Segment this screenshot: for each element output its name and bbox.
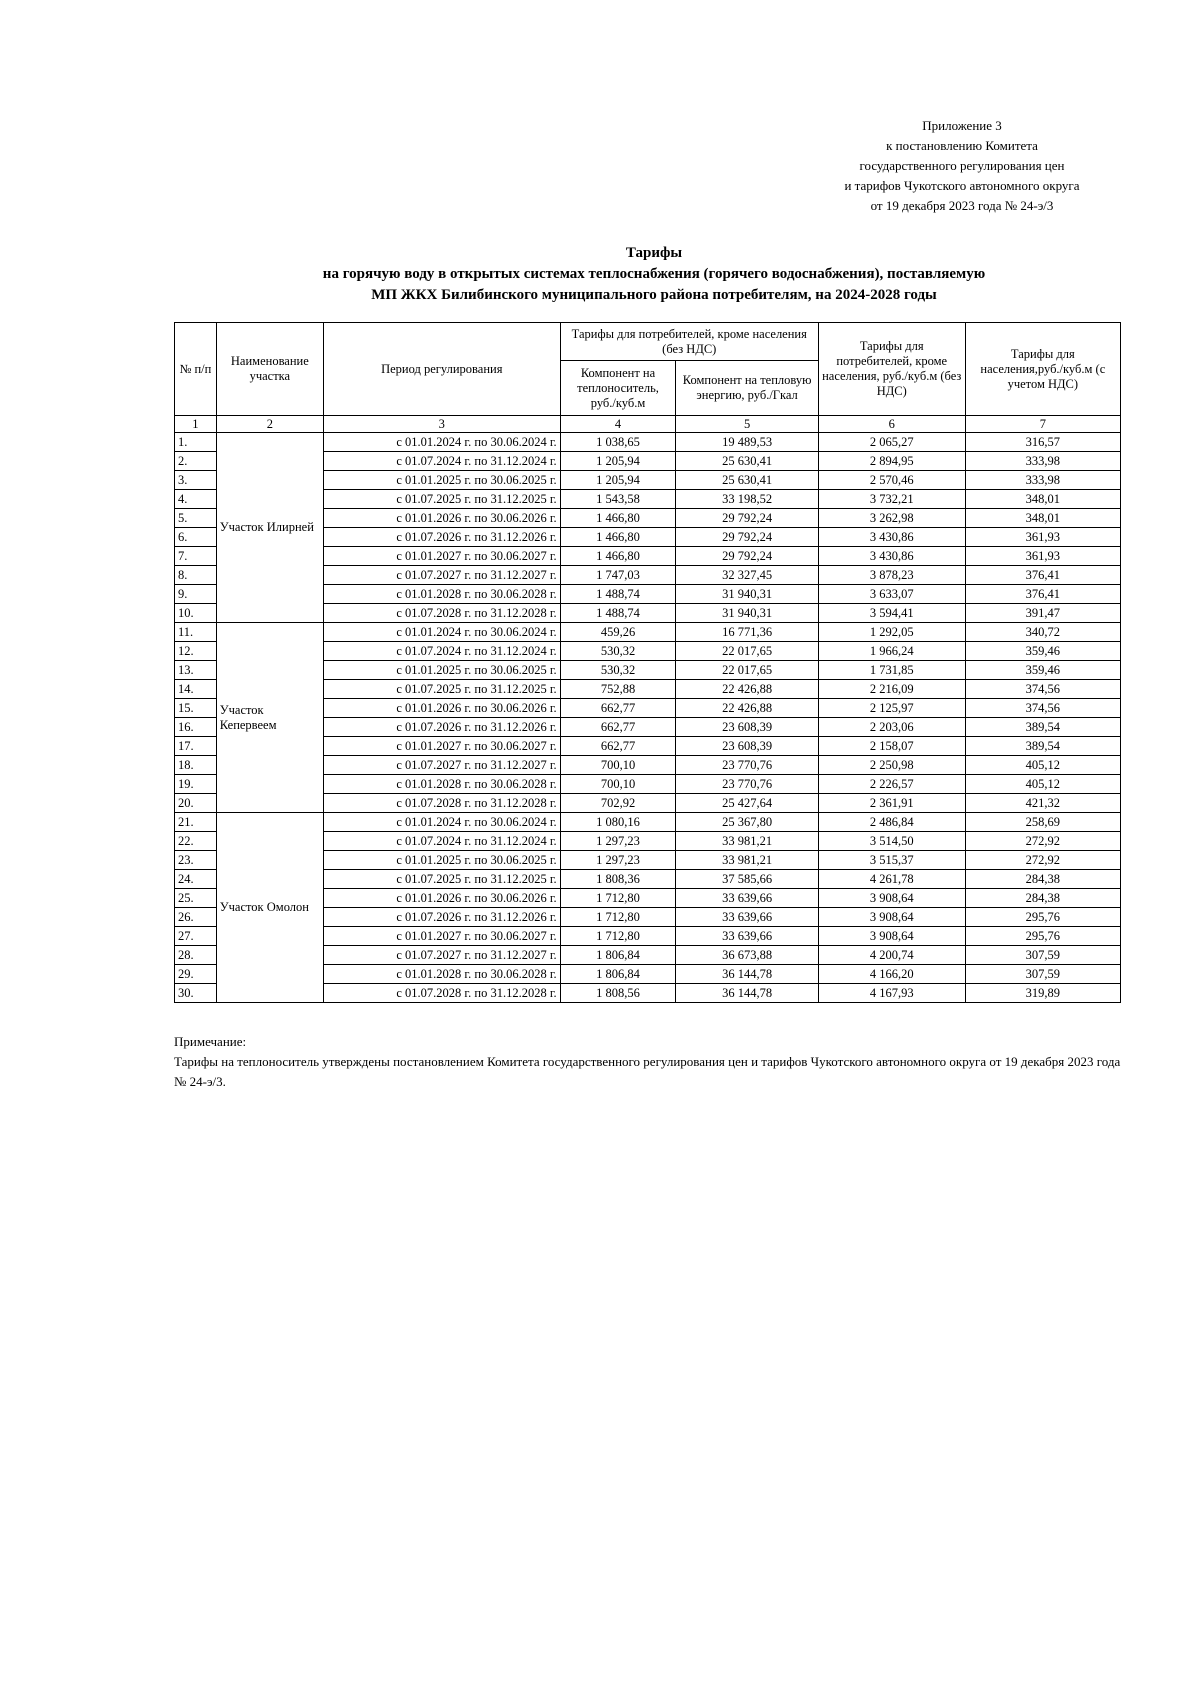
energy-cell: 23 770,76 — [676, 756, 818, 775]
nonpop-tariff-cell: 4 200,74 — [818, 946, 965, 965]
nonpop-tariff-cell: 4 167,93 — [818, 984, 965, 1003]
row-number: 18. — [175, 756, 217, 775]
coolant-cell: 530,32 — [560, 661, 676, 680]
row-number: 19. — [175, 775, 217, 794]
column-number: 1 — [175, 416, 217, 433]
row-number: 6. — [175, 528, 217, 547]
energy-cell: 29 792,24 — [676, 547, 818, 566]
pop-tariff-cell: 361,93 — [965, 547, 1120, 566]
column-number: 5 — [676, 416, 818, 433]
coolant-cell: 1 543,58 — [560, 490, 676, 509]
row-number: 16. — [175, 718, 217, 737]
coolant-cell: 662,77 — [560, 737, 676, 756]
pop-tariff-cell: 359,46 — [965, 642, 1120, 661]
nonpop-tariff-cell: 2 065,27 — [818, 433, 965, 452]
row-number: 15. — [175, 699, 217, 718]
nonpop-tariff-cell: 3 514,50 — [818, 832, 965, 851]
energy-cell: 22 017,65 — [676, 642, 818, 661]
row-number: 9. — [175, 585, 217, 604]
nonpop-tariff-cell: 3 430,86 — [818, 547, 965, 566]
pop-tariff-cell: 284,38 — [965, 889, 1120, 908]
header-coolant: Компонент на теплоноситель, руб./куб.м — [560, 361, 676, 416]
energy-cell: 36 144,78 — [676, 965, 818, 984]
period-cell: с 01.01.2024 г. по 30.06.2024 г. — [323, 813, 560, 832]
appendix-line: государственного регулирования цен — [859, 158, 1065, 173]
pop-tariff-cell: 284,38 — [965, 870, 1120, 889]
period-cell: с 01.01.2024 г. по 30.06.2024 г. — [323, 623, 560, 642]
period-cell: с 01.01.2028 г. по 30.06.2028 г. — [323, 775, 560, 794]
period-cell: с 01.07.2026 г. по 31.12.2026 г. — [323, 528, 560, 547]
title-line-1: Тарифы — [625, 245, 683, 261]
coolant-cell: 1 466,80 — [560, 547, 676, 566]
nonpop-tariff-cell: 1 292,05 — [818, 623, 965, 642]
coolant-cell: 1 038,65 — [560, 433, 676, 452]
coolant-cell: 1 466,80 — [560, 528, 676, 547]
period-cell: с 01.01.2025 г. по 30.06.2025 г. — [323, 851, 560, 870]
period-cell: с 01.07.2027 г. по 31.12.2027 г. — [323, 946, 560, 965]
title-line-2: на горячую воду в открытых системах теплоснабжения (горячего водоснабжения), поставляемую — [322, 266, 986, 282]
energy-cell: 25 630,41 — [676, 471, 818, 490]
coolant-cell: 1 806,84 — [560, 965, 676, 984]
pop-tariff-cell: 391,47 — [965, 604, 1120, 623]
tariff-table — [174, 322, 1121, 1003]
row-number: 28. — [175, 946, 217, 965]
energy-cell: 23 770,76 — [676, 775, 818, 794]
nonpop-tariff-cell: 3 633,07 — [818, 585, 965, 604]
nonpop-tariff-cell: 2 226,57 — [818, 775, 965, 794]
energy-cell: 19 489,53 — [676, 433, 818, 452]
pop-tariff-cell: 258,69 — [965, 813, 1120, 832]
column-number: 4 — [560, 416, 676, 433]
coolant-cell: 1 297,23 — [560, 832, 676, 851]
header-area: Наименование участка — [216, 323, 323, 416]
pop-tariff-cell: 374,56 — [965, 680, 1120, 699]
document-title — [174, 243, 1134, 306]
nonpop-tariff-cell: 2 361,91 — [818, 794, 965, 813]
energy-cell: 22 426,88 — [676, 680, 818, 699]
pop-tariff-cell: 340,72 — [965, 623, 1120, 642]
nonpop-tariff-cell: 2 216,09 — [818, 680, 965, 699]
period-cell: с 01.07.2026 г. по 31.12.2026 г. — [323, 718, 560, 737]
period-cell: с 01.07.2025 г. по 31.12.2025 г. — [323, 490, 560, 509]
energy-cell: 33 639,66 — [676, 908, 818, 927]
energy-cell: 23 608,39 — [676, 718, 818, 737]
coolant-cell: 1 488,74 — [560, 585, 676, 604]
energy-cell: 32 327,45 — [676, 566, 818, 585]
appendix-header — [806, 116, 1118, 216]
row-number: 27. — [175, 927, 217, 946]
period-cell: с 01.07.2027 г. по 31.12.2027 г. — [323, 566, 560, 585]
energy-cell: 23 608,39 — [676, 737, 818, 756]
coolant-cell: 752,88 — [560, 680, 676, 699]
row-number: 2. — [175, 452, 217, 471]
period-cell: с 01.01.2026 г. по 30.06.2026 г. — [323, 509, 560, 528]
energy-cell: 33 198,52 — [676, 490, 818, 509]
area-cell: Участок Илирней — [216, 433, 323, 623]
coolant-cell: 1 747,03 — [560, 566, 676, 585]
row-number: 12. — [175, 642, 217, 661]
header-energy: Компонент на тепловую энергию, руб./Гкал — [676, 361, 818, 416]
nonpop-tariff-cell: 4 261,78 — [818, 870, 965, 889]
nonpop-tariff-cell: 3 878,23 — [818, 566, 965, 585]
coolant-cell: 459,26 — [560, 623, 676, 642]
pop-tariff-cell: 316,57 — [965, 433, 1120, 452]
coolant-cell: 1 712,80 — [560, 889, 676, 908]
coolant-cell: 1 297,23 — [560, 851, 676, 870]
row-number: 17. — [175, 737, 217, 756]
period-cell: с 01.07.2025 г. по 31.12.2025 г. — [323, 870, 560, 889]
note-text: Тарифы на теплоноситель утверждены постановлением Комитета государственного регулирования цен и тарифов Чукотского автономного округа от 19 декабря 2023 года № 24-э/3. — [174, 1054, 1121, 1089]
pop-tariff-cell: 272,92 — [965, 832, 1120, 851]
column-number: 2 — [216, 416, 323, 433]
header-num: № п/п — [175, 323, 217, 416]
period-cell: с 01.01.2028 г. по 30.06.2028 г. — [323, 585, 560, 604]
energy-cell: 29 792,24 — [676, 528, 818, 547]
energy-cell: 22 426,88 — [676, 699, 818, 718]
nonpop-tariff-cell: 3 732,21 — [818, 490, 965, 509]
energy-cell: 29 792,24 — [676, 509, 818, 528]
appendix-line: и тарифов Чукотского автономного округа — [844, 178, 1080, 193]
energy-cell: 33 639,66 — [676, 889, 818, 908]
row-number: 20. — [175, 794, 217, 813]
coolant-cell: 1 205,94 — [560, 452, 676, 471]
tariff-table-body — [175, 433, 1121, 1003]
nonpop-tariff-cell: 3 908,64 — [818, 927, 965, 946]
coolant-cell: 1 808,56 — [560, 984, 676, 1003]
period-cell: с 01.07.2024 г. по 31.12.2024 г. — [323, 452, 560, 471]
period-cell: с 01.01.2027 г. по 30.06.2027 г. — [323, 737, 560, 756]
column-number: 6 — [818, 416, 965, 433]
pop-tariff-cell: 272,92 — [965, 851, 1120, 870]
pop-tariff-cell: 333,98 — [965, 471, 1120, 490]
coolant-cell: 1 466,80 — [560, 509, 676, 528]
period-cell: с 01.07.2028 г. по 31.12.2028 г. — [323, 604, 560, 623]
coolant-cell: 1 712,80 — [560, 908, 676, 927]
period-cell: с 01.07.2026 г. по 31.12.2026 г. — [323, 908, 560, 927]
energy-cell: 25 427,64 — [676, 794, 818, 813]
appendix-line: к постановлению Комитета — [886, 138, 1038, 153]
row-number: 7. — [175, 547, 217, 566]
nonpop-tariff-cell: 3 908,64 — [818, 889, 965, 908]
nonpop-tariff-cell: 2 570,46 — [818, 471, 965, 490]
nonpop-tariff-cell: 4 166,20 — [818, 965, 965, 984]
period-cell: с 01.07.2024 г. по 31.12.2024 г. — [323, 832, 560, 851]
row-number: 30. — [175, 984, 217, 1003]
energy-cell: 22 017,65 — [676, 661, 818, 680]
nonpop-tariff-cell: 2 125,97 — [818, 699, 965, 718]
energy-cell: 37 585,66 — [676, 870, 818, 889]
pop-tariff-cell: 307,59 — [965, 965, 1120, 984]
appendix-line: от 19 декабря 2023 года № 24-э/3 — [870, 198, 1054, 213]
energy-cell: 36 144,78 — [676, 984, 818, 1003]
energy-cell: 31 940,31 — [676, 585, 818, 604]
coolant-cell: 702,92 — [560, 794, 676, 813]
pop-tariff-cell: 295,76 — [965, 908, 1120, 927]
header-nonpop: Тарифы для потребителей, кроме населения, руб./куб.м (без НДС) — [818, 323, 965, 416]
pop-tariff-cell: 348,01 — [965, 509, 1120, 528]
nonpop-tariff-cell: 1 966,24 — [818, 642, 965, 661]
energy-cell: 33 981,21 — [676, 832, 818, 851]
row-number: 1. — [175, 433, 217, 452]
energy-cell: 36 673,88 — [676, 946, 818, 965]
row-number: 8. — [175, 566, 217, 585]
row-number: 21. — [175, 813, 217, 832]
energy-cell: 31 940,31 — [676, 604, 818, 623]
period-cell: с 01.01.2026 г. по 30.06.2026 г. — [323, 699, 560, 718]
energy-cell: 25 630,41 — [676, 452, 818, 471]
energy-cell: 33 639,66 — [676, 927, 818, 946]
period-cell: с 01.07.2027 г. по 31.12.2027 г. — [323, 756, 560, 775]
row-number: 26. — [175, 908, 217, 927]
row-number: 24. — [175, 870, 217, 889]
pop-tariff-cell: 405,12 — [965, 775, 1120, 794]
nonpop-tariff-cell: 3 262,98 — [818, 509, 965, 528]
row-number: 5. — [175, 509, 217, 528]
row-number: 14. — [175, 680, 217, 699]
period-cell: с 01.01.2024 г. по 30.06.2024 г. — [323, 433, 560, 452]
coolant-cell: 662,77 — [560, 699, 676, 718]
table-row — [175, 623, 1121, 642]
pop-tariff-cell: 333,98 — [965, 452, 1120, 471]
title-line-3: МП ЖКХ Билибинского муниципального района потребителям, на 2024-2028 годы — [371, 287, 937, 303]
coolant-cell: 1 205,94 — [560, 471, 676, 490]
row-number: 10. — [175, 604, 217, 623]
coolant-cell: 1 806,84 — [560, 946, 676, 965]
appendix-line: Приложение 3 — [922, 118, 1002, 133]
note-label: Примечание: — [174, 1034, 247, 1049]
period-cell: с 01.01.2028 г. по 30.06.2028 г. — [323, 965, 560, 984]
coolant-cell: 530,32 — [560, 642, 676, 661]
pop-tariff-cell: 319,89 — [965, 984, 1120, 1003]
note — [174, 1032, 1124, 1092]
nonpop-tariff-cell: 2 203,06 — [818, 718, 965, 737]
period-cell: с 01.07.2024 г. по 31.12.2024 г. — [323, 642, 560, 661]
coolant-cell: 1 808,36 — [560, 870, 676, 889]
period-cell: с 01.07.2028 г. по 31.12.2028 г. — [323, 984, 560, 1003]
nonpop-tariff-cell: 3 430,86 — [818, 528, 965, 547]
area-cell: Участок Омолон — [216, 813, 323, 1003]
table-row — [175, 813, 1121, 832]
pop-tariff-cell: 389,54 — [965, 737, 1120, 756]
pop-tariff-cell: 389,54 — [965, 718, 1120, 737]
pop-tariff-cell: 405,12 — [965, 756, 1120, 775]
nonpop-tariff-cell: 3 594,41 — [818, 604, 965, 623]
period-cell: с 01.07.2025 г. по 31.12.2025 г. — [323, 680, 560, 699]
nonpop-tariff-cell: 2 158,07 — [818, 737, 965, 756]
pop-tariff-cell: 348,01 — [965, 490, 1120, 509]
coolant-cell: 1 080,16 — [560, 813, 676, 832]
coolant-cell: 662,77 — [560, 718, 676, 737]
row-number: 23. — [175, 851, 217, 870]
period-cell: с 01.01.2027 г. по 30.06.2027 г. — [323, 927, 560, 946]
period-cell: с 01.01.2026 г. по 30.06.2026 г. — [323, 889, 560, 908]
row-number: 4. — [175, 490, 217, 509]
pop-tariff-cell: 359,46 — [965, 661, 1120, 680]
period-cell: с 01.01.2025 г. по 30.06.2025 г. — [323, 471, 560, 490]
period-cell: с 01.07.2028 г. по 31.12.2028 г. — [323, 794, 560, 813]
nonpop-tariff-cell: 2 894,95 — [818, 452, 965, 471]
row-number: 25. — [175, 889, 217, 908]
pop-tariff-cell: 295,76 — [965, 927, 1120, 946]
nonpop-tariff-cell: 2 486,84 — [818, 813, 965, 832]
period-cell: с 01.01.2025 г. по 30.06.2025 г. — [323, 661, 560, 680]
coolant-cell: 700,10 — [560, 756, 676, 775]
row-number: 13. — [175, 661, 217, 680]
pop-tariff-cell: 374,56 — [965, 699, 1120, 718]
header-group: Тарифы для потребителей, кроме населения (без НДС) — [560, 323, 818, 361]
row-number: 11. — [175, 623, 217, 642]
header-pop: Тарифы для населения,руб./куб.м (с учетом НДС) — [965, 323, 1120, 416]
nonpop-tariff-cell: 1 731,85 — [818, 661, 965, 680]
period-cell: с 01.01.2027 г. по 30.06.2027 г. — [323, 547, 560, 566]
header-period: Период регулирования — [323, 323, 560, 416]
coolant-cell: 1 488,74 — [560, 604, 676, 623]
pop-tariff-cell: 361,93 — [965, 528, 1120, 547]
coolant-cell: 1 712,80 — [560, 927, 676, 946]
nonpop-tariff-cell: 3 908,64 — [818, 908, 965, 927]
nonpop-tariff-cell: 2 250,98 — [818, 756, 965, 775]
pop-tariff-cell: 376,41 — [965, 585, 1120, 604]
energy-cell: 33 981,21 — [676, 851, 818, 870]
energy-cell: 16 771,36 — [676, 623, 818, 642]
pop-tariff-cell: 376,41 — [965, 566, 1120, 585]
coolant-cell: 700,10 — [560, 775, 676, 794]
column-number: 7 — [965, 416, 1120, 433]
row-number: 29. — [175, 965, 217, 984]
area-cell: Участок Кепервеем — [216, 623, 323, 813]
row-number: 3. — [175, 471, 217, 490]
pop-tariff-cell: 307,59 — [965, 946, 1120, 965]
row-number: 22. — [175, 832, 217, 851]
pop-tariff-cell: 421,32 — [965, 794, 1120, 813]
energy-cell: 25 367,80 — [676, 813, 818, 832]
table-row — [175, 433, 1121, 452]
nonpop-tariff-cell: 3 515,37 — [818, 851, 965, 870]
column-number: 3 — [323, 416, 560, 433]
